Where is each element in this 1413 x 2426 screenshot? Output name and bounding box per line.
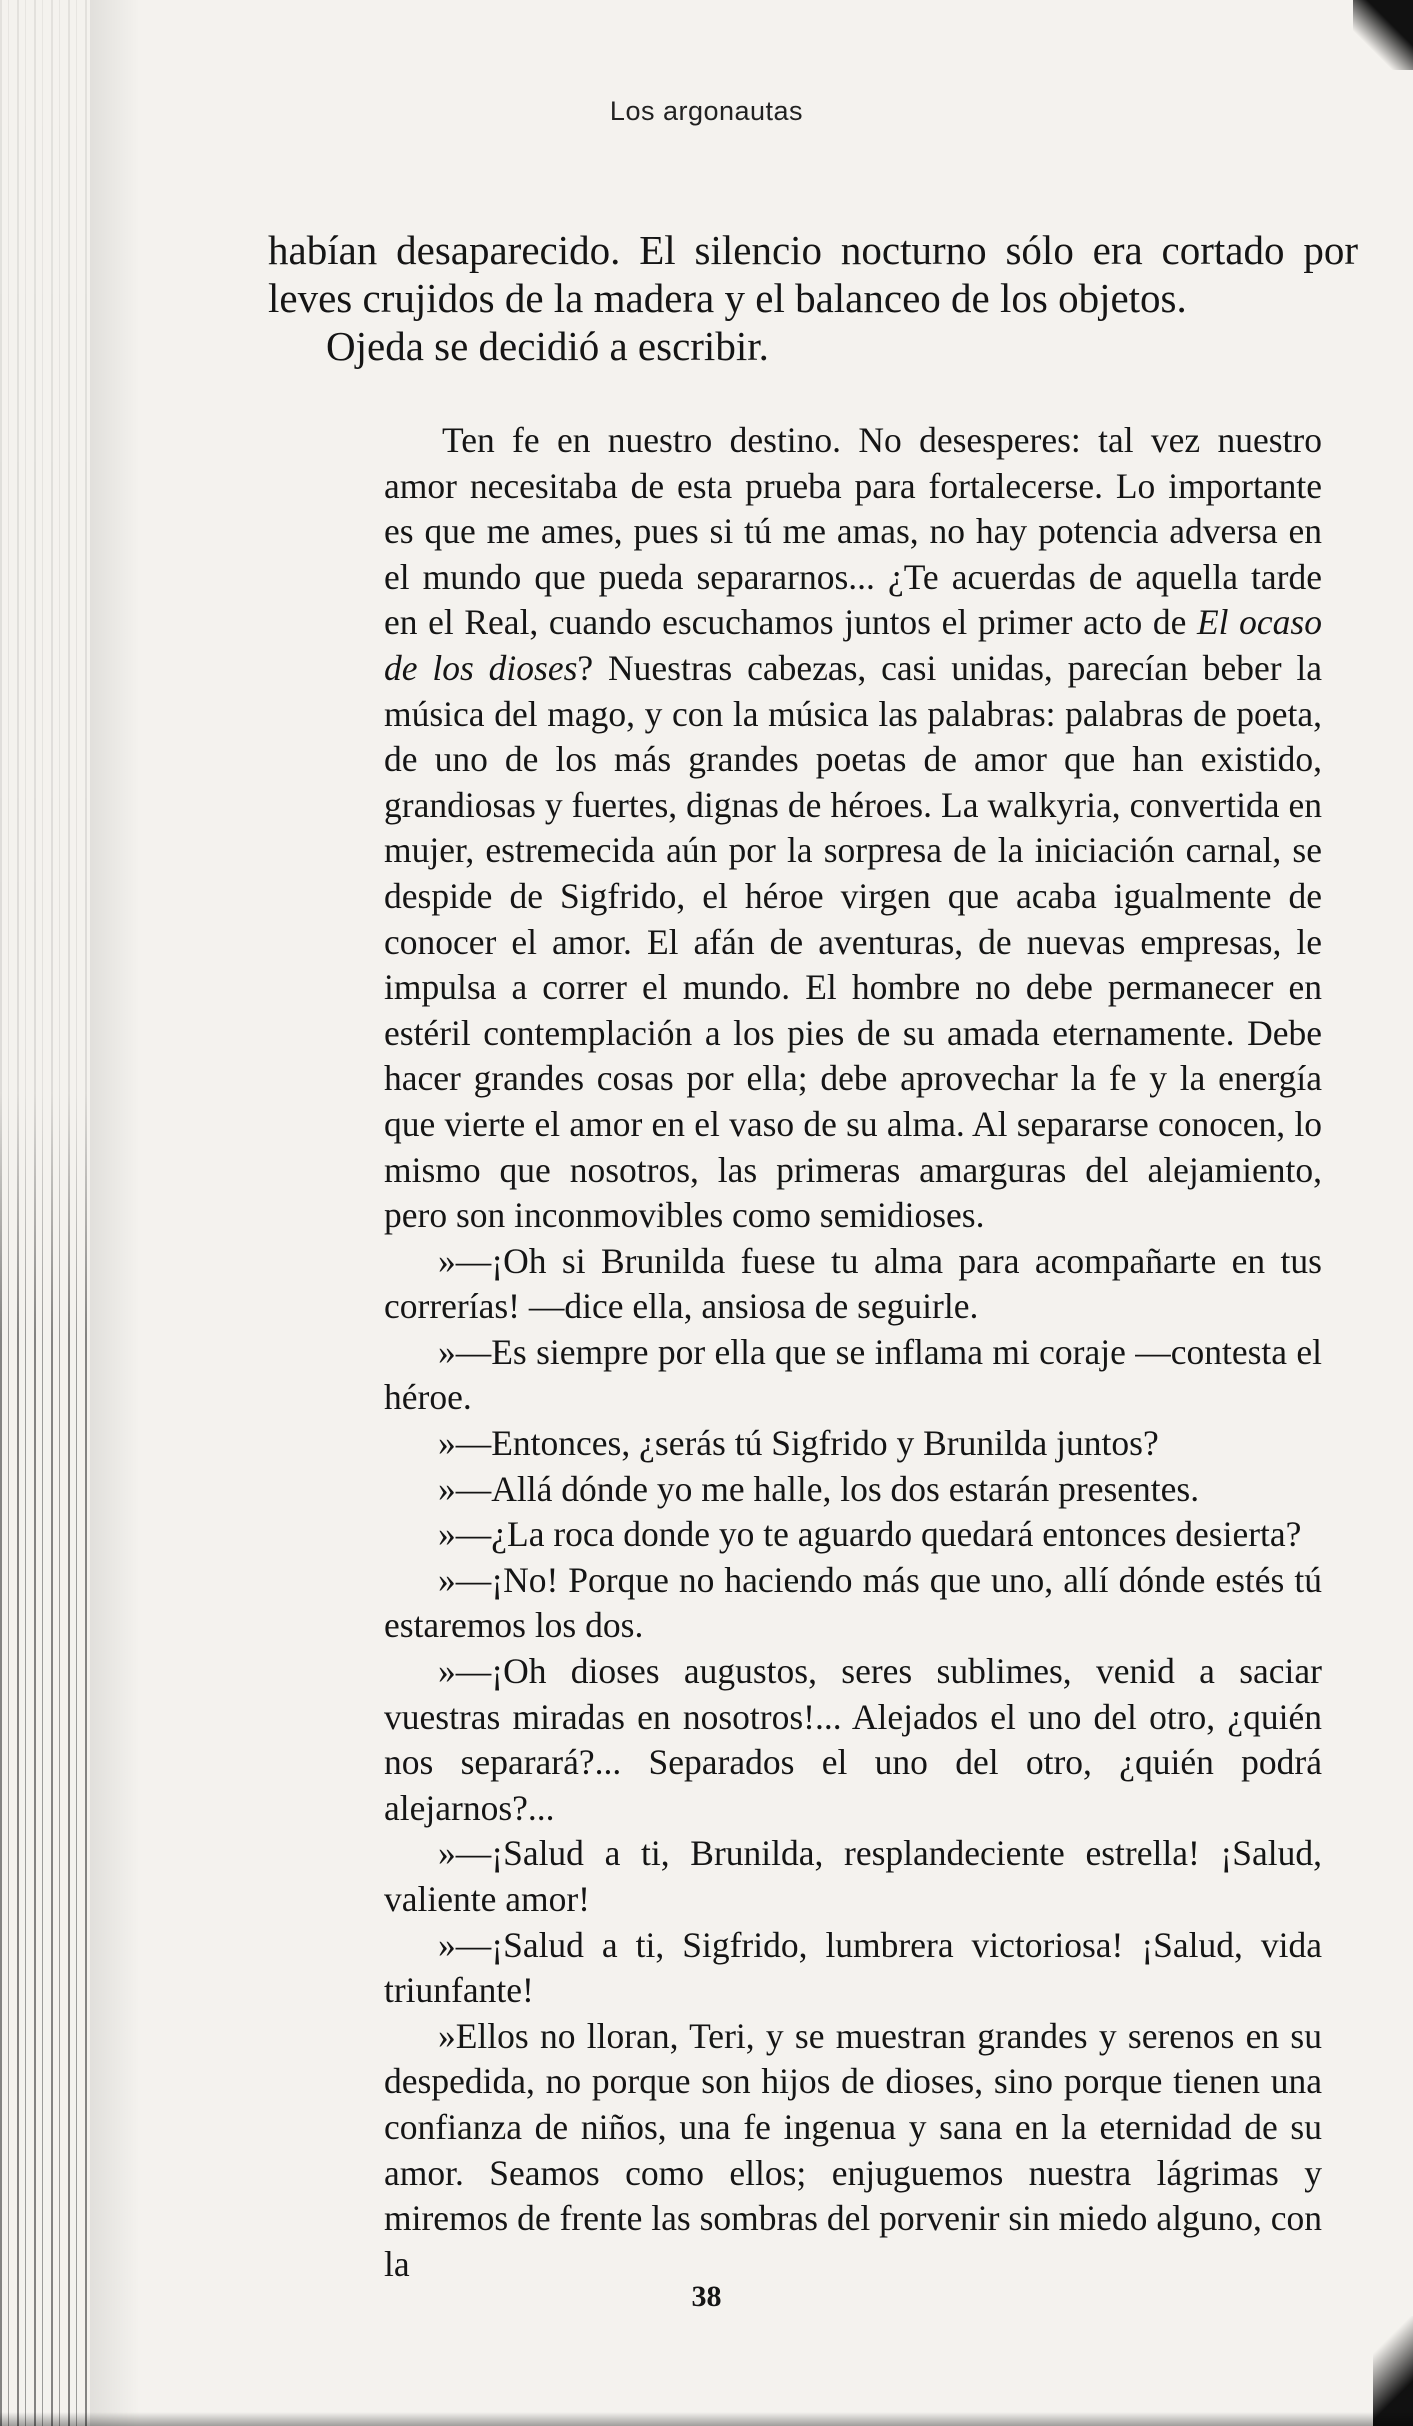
letter-paragraph bbox=[384, 418, 1322, 1239]
scan-corner-bottom-right bbox=[1373, 2316, 1413, 2426]
narrative-block bbox=[268, 226, 1358, 370]
page-number: 38 bbox=[691, 2280, 722, 2313]
dialogue-line: »—Entonces, ¿serás tú Sigfrido y Brunilda juntos? bbox=[438, 1423, 1159, 1464]
letter-block bbox=[384, 418, 1322, 2287]
dialogue-line: »—¡Salud a ti, Sigfrido, lumbrera victoriosa! ¡Salud, vida triunfante! bbox=[384, 1924, 1322, 2011]
dialogue-line: »Ellos no lloran, Teri, y se muestran grandes y serenos en su despedida, no porque son hijos de dioses, sino porque tienen una confianza de niños, una fe ingenua y sana en la eternidad de su amor. Seamos como ellos; enjuguemos nuestra lágrimas y miremos de frente las sombras del porvenir sin miedo alguno, con la bbox=[384, 2015, 1322, 2284]
dialogue-line: »—Es siempre por ella que se inflama mi coraje —contesta el héroe. bbox=[384, 1331, 1322, 1418]
opera-title: El ocaso de los dioses bbox=[384, 602, 1322, 688]
dialogue-line: »—¡Salud a ti, Brunilda, resplandeciente estrella! ¡Salud, valiente amor! bbox=[384, 1833, 1322, 1919]
scan-gutter-fade bbox=[90, 0, 140, 2426]
dialogue-line: »—¡Oh si Brunilda fuese tu alma para acompañarte en tus correrías! —dice ella, ansiosa de seguirle. bbox=[384, 1240, 1322, 1327]
dialogue-line: »—¿La roca donde yo te aguardo quedará entonces desierta? bbox=[438, 1514, 1302, 1555]
scan-corner-top-right bbox=[1353, 0, 1413, 70]
scan-binding-shadow bbox=[0, 0, 90, 2426]
letter-text: ? Nuestras cabezas, casi unidas, parecían beber la música del mago, y con la música las palabras: palabras de poeta, de uno de los más grandes poetas de amor que han existido, grandiosas y fuertes, dignas de héroes. La walkyria, convertida en mujer, estremecida aún por la sorpresa de la iniciación carnal, se despide de Sigfrido, el héroe virgen que acaba igualmente de conocer el amor. El afán de aventuras, de nuevas empresas, le impulsa a correr el mundo. El hombre no debe permanecer en estéril contemplación a los pies de su amada eternamente. Debe hacer grandes cosas por ella; debe aprovechar la fe y la energía que vierte el amor en el vaso de su alma. Al separarse conocen, lo mismo que nosotros, las primeras amarguras del alejamiento, pero son inconmovibles como semidioses. bbox=[384, 647, 1322, 1236]
letter-text: Ten fe en nuestro destino. No desesperes: tal vez nuestro amor necesitaba de esta prueba para fortalecerse. Lo importante es que me ames, pues si tú me amas, no hay potencia adversa en el mundo que pueda separarnos... ¿Te acuerdas de aquella tarde en el Real, cuando escuchamos juntos el primer acto de bbox=[384, 420, 1322, 643]
narrative-paragraph: habían desaparecido. El silencio nocturno sólo era cortado por leves crujidos de la madera y el balanceo de los objetos. bbox=[268, 227, 1358, 321]
narrative-paragraph: Ojeda se decidió a escribir. bbox=[326, 323, 769, 369]
dialogue-line: »—Allá dónde yo me halle, los dos estarán presentes. bbox=[438, 1468, 1200, 1509]
scan-bottom-edge bbox=[0, 2412, 1413, 2426]
dialogue-line: »—¡No! Porque no haciendo más que uno, allí dónde estés tú estaremos los dos. bbox=[384, 1559, 1322, 1646]
dialogue-line: »—¡Oh dioses augustos, seres sublimes, venid a saciar vuestras miradas en nosotros!... Alejados el uno del otro, ¿quién nos separará?... Separados el uno del otro, ¿quién podrá alejarnos?... bbox=[384, 1651, 1322, 1828]
running-head: Los argonautas bbox=[609, 96, 804, 126]
